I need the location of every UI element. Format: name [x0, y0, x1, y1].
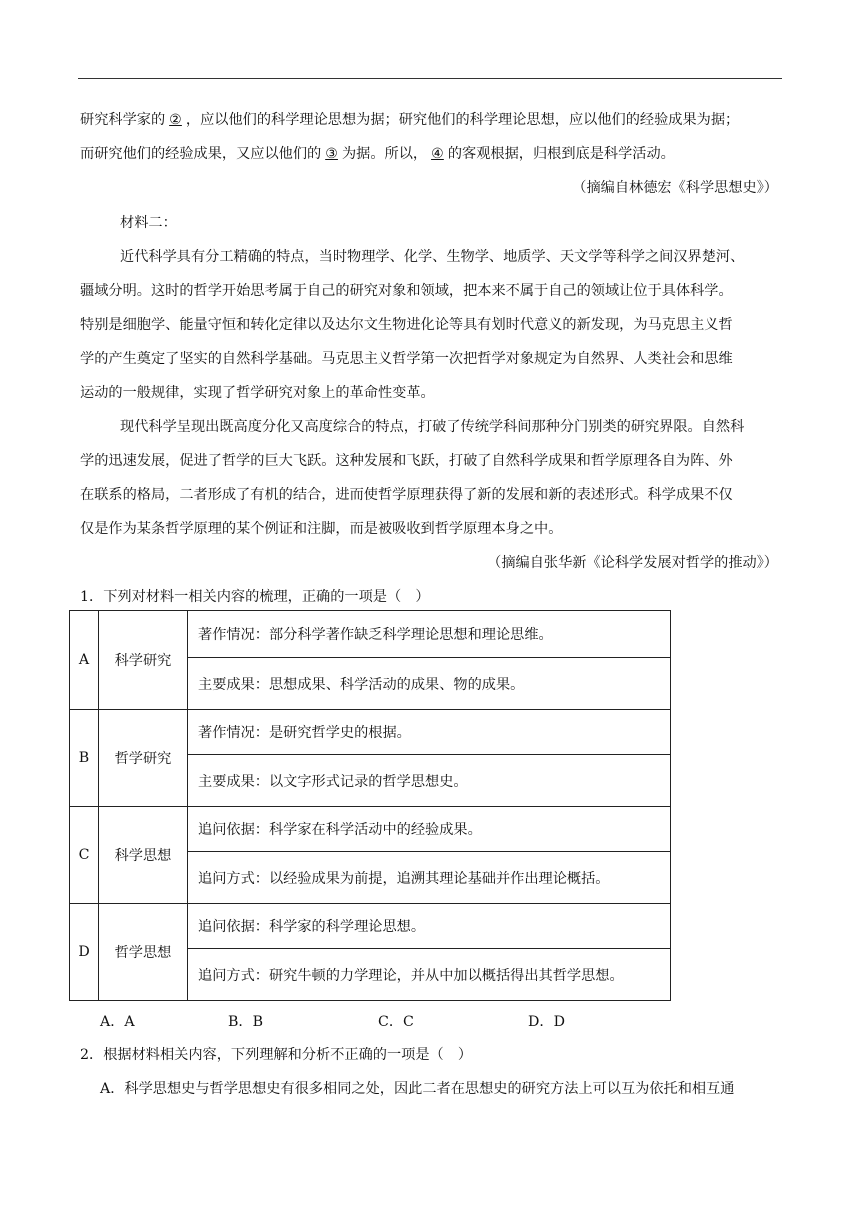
- table-row: [70, 611, 671, 658]
- p3-line: 在联系的格局，二者形成了有机的结合，进而使哲学原理获得了新的发展和新的表述形式。科学成果不仅: [80, 487, 733, 503]
- p2-line: 运动的一般规律，实现了哲学研究对象上的革命性变革。: [80, 385, 435, 401]
- choice-a[interactable]: A．A: [100, 1014, 135, 1030]
- p3-line: 学的迅速发展，促进了哲学的巨大飞跃。这种发展和飞跃，打破了自然科学成果和哲学原理各自为阵、外: [80, 453, 733, 469]
- option-subject: 科学思想: [99, 807, 188, 904]
- text: 而研究他们的经验成果，又应以他们的: [80, 146, 322, 162]
- option-letter: A: [70, 611, 99, 710]
- option-detail: 著作情况：是研究哲学史的根据。: [188, 710, 671, 755]
- choice-b[interactable]: B．B: [228, 1014, 264, 1030]
- p2-line: 特别是细胞学、能量守恒和转化定律以及达尔文生物进化论等具有划时代意义的新发现，为马克思主义哲: [80, 317, 733, 333]
- option-letter: D: [70, 904, 99, 1001]
- option-detail: 追问方式：研究牛顿的力学理论，并从中加以概括得出其哲学思想。: [188, 949, 671, 1001]
- option-table: [69, 610, 671, 1001]
- text: 为据。所以，: [341, 146, 428, 162]
- table-row: [70, 710, 671, 755]
- option-subject: 科学研究: [99, 611, 188, 710]
- source-citation-2: （摘编自张华新《论科学发展对哲学的推动》）: [487, 555, 778, 571]
- text: 研究科学家的: [80, 112, 166, 128]
- blank-4: ④: [431, 146, 444, 162]
- para1-line2: [80, 144, 675, 164]
- table-row: [70, 904, 671, 949]
- question-1: 1．下列对材料一相关内容的梳理，正确的一项是（ ）: [80, 589, 430, 605]
- p3-line: 现代科学呈现出既高度分化又高度综合的特点，打破了传统学科间那种分门别类的研究界限。自然科: [120, 419, 745, 435]
- p2-line: 疆域分明。这时的哲学开始思考属于自己的研究对象和领域，把本来不属于自己的领域让位于具体科学。: [80, 283, 733, 299]
- option-detail: 主要成果：以文字形式记录的哲学思想史。: [188, 755, 671, 807]
- option-detail: 主要成果：思想成果、科学活动的成果、物的成果。: [188, 658, 671, 710]
- question-2: 2．根据材料相关内容，下列理解和分析不正确的一项是（ ）: [80, 1047, 473, 1063]
- p2-line: 近代科学具有分工精确的特点，当时物理学、化学、生物学、地质学、天文学等科学之间汉界楚河、: [120, 249, 745, 265]
- text: ，应以他们的科学理论思想为据；研究他们的科学理论思想，应以他们的经验成果为据；: [185, 112, 740, 128]
- option-detail: 追问方式：以经验成果为前提，追溯其理论基础并作出理论概括。: [188, 852, 671, 904]
- option-subject: 哲学思想: [99, 904, 188, 1001]
- choice-c[interactable]: C．C: [378, 1014, 414, 1030]
- header-rule: [78, 78, 782, 79]
- question-2-option-a: A．科学思想史与哲学思想史有很多相同之处，因此二者在思想史的研究方法上可以互为依托和相互通: [100, 1081, 735, 1097]
- source-citation-1: （摘编自林德宏《科学思想史》）: [572, 180, 778, 196]
- option-letter: C: [70, 807, 99, 904]
- p3-line: 仅是作为某条哲学原理的某个例证和注脚，而是被吸收到哲学原理本身之中。: [80, 521, 563, 537]
- text: 的客观根据，归根到底是科学活动。: [447, 146, 675, 162]
- para1-line1: [80, 110, 739, 130]
- blank-2: ②: [169, 112, 182, 128]
- option-detail: 著作情况：部分科学著作缺乏科学理论思想和理论思维。: [188, 611, 671, 658]
- p2-line: 学的产生奠定了坚实的自然科学基础。马克思主义哲学第一次把哲学对象规定为自然界、人类社会和思维: [80, 351, 733, 367]
- material2-label: 材料二：: [120, 215, 177, 231]
- option-detail: 追问依据：科学家在科学活动中的经验成果。: [188, 807, 671, 852]
- blank-3: ③: [325, 146, 338, 162]
- option-detail: 追问依据：科学家的科学理论思想。: [188, 904, 671, 949]
- choice-d[interactable]: D．D: [528, 1014, 565, 1030]
- table-row: [70, 807, 671, 852]
- option-letter: B: [70, 710, 99, 807]
- option-subject: 哲学研究: [99, 710, 188, 807]
